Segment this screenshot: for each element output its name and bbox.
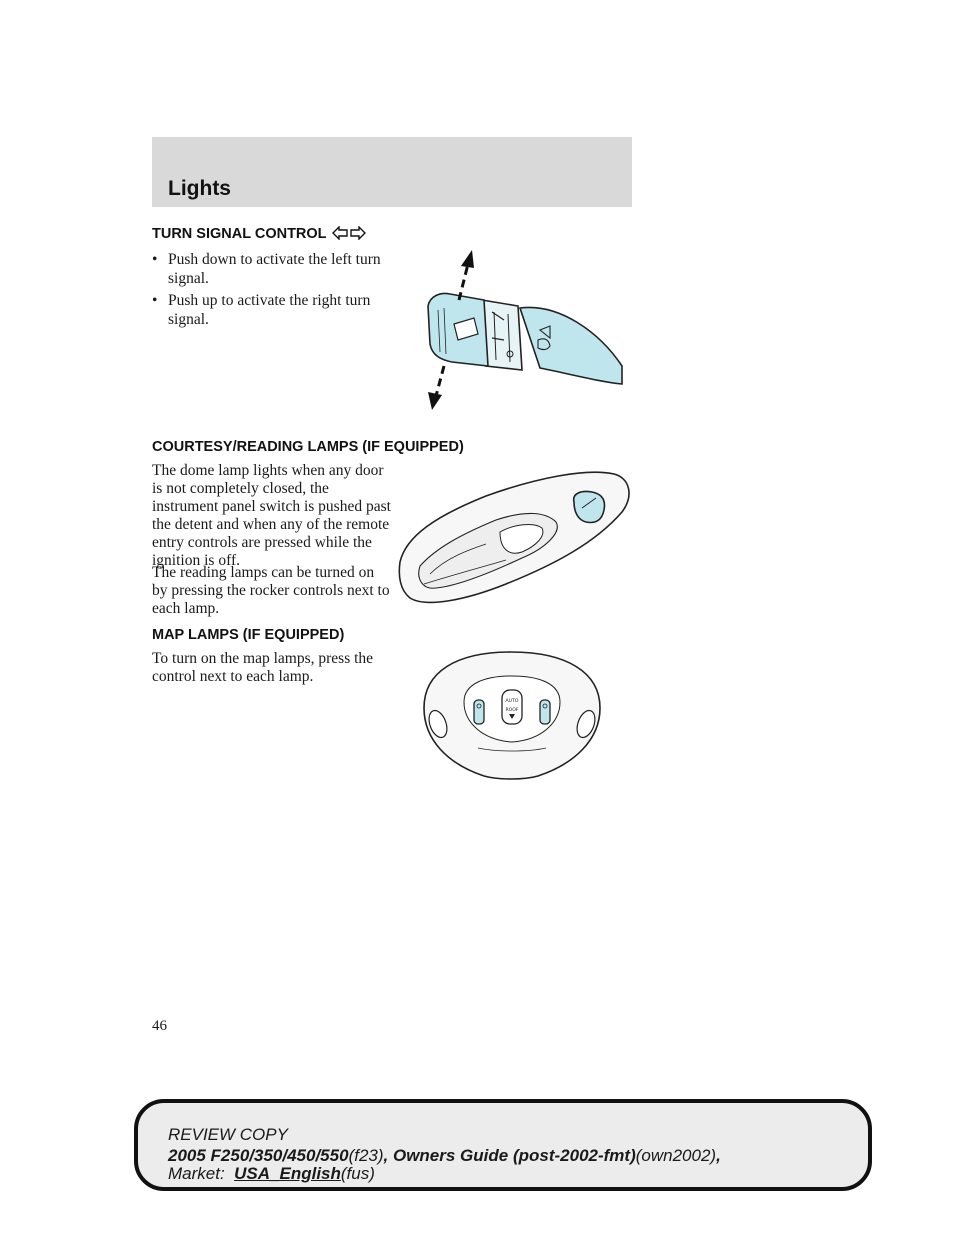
- map-lamps-paragraph: To turn on the map lamps, press the control next to each lamp.: [152, 650, 374, 685]
- footer-model-line: [168, 1146, 721, 1166]
- footer-market-code: (fus): [340, 1164, 375, 1183]
- overhead-console-illustration: [396, 462, 636, 610]
- section-header: [152, 137, 632, 207]
- map-lamps-heading: MAP LAMPS (IF EQUIPPED): [152, 627, 345, 643]
- bullet-right-signal: [152, 291, 392, 329]
- page-number: 46: [152, 1018, 167, 1034]
- bullet-text: Push up to activate the right turn signal.: [168, 292, 371, 328]
- turn-signal-heading: [152, 226, 366, 242]
- footer-trail: ,: [716, 1146, 721, 1165]
- map-lamp-console-illustration: [416, 648, 606, 784]
- footer-guide-code: (own2002): [635, 1146, 717, 1165]
- footer-market-label: Market:: [168, 1164, 225, 1183]
- roof-label: ROOF: [505, 708, 519, 713]
- bullet-dot: •: [152, 251, 158, 268]
- footer-guide: , Owners Guide (post-2002-fmt): [383, 1146, 636, 1165]
- footer-market-line: [168, 1164, 375, 1184]
- footer-model-code: (f23): [348, 1146, 384, 1165]
- section-title: Lights: [168, 177, 231, 200]
- footer-model: 2005 F250/350/450/550: [168, 1146, 349, 1165]
- bullet-left-signal: [152, 250, 392, 288]
- turn-signal-arrows-icon: [332, 226, 366, 240]
- review-footer: [134, 1099, 872, 1191]
- courtesy-paragraph-2: The reading lamps can be turned on by pressing the rocker controls next to each lamp.: [152, 564, 390, 617]
- courtesy-paragraph-1: The dome lamp lights when any door is not completely closed, the instrument panel switch is pushed past the detent and when any of the remote entry controls are pressed while the ignition is off.: [152, 462, 391, 569]
- turn-signal-heading-text: TURN SIGNAL CONTROL: [152, 226, 327, 242]
- bullet-dot: •: [152, 292, 158, 309]
- auto-label: AUTO: [505, 699, 519, 704]
- bullet-text: Push down to activate the left turn signal.: [168, 251, 381, 287]
- footer-market: USA_English: [234, 1164, 341, 1183]
- turn-signal-stalk-illustration: [400, 248, 630, 412]
- courtesy-lamps-heading: COURTESY/READING LAMPS (IF EQUIPPED): [152, 439, 464, 455]
- review-copy-label: REVIEW COPY: [168, 1125, 288, 1144]
